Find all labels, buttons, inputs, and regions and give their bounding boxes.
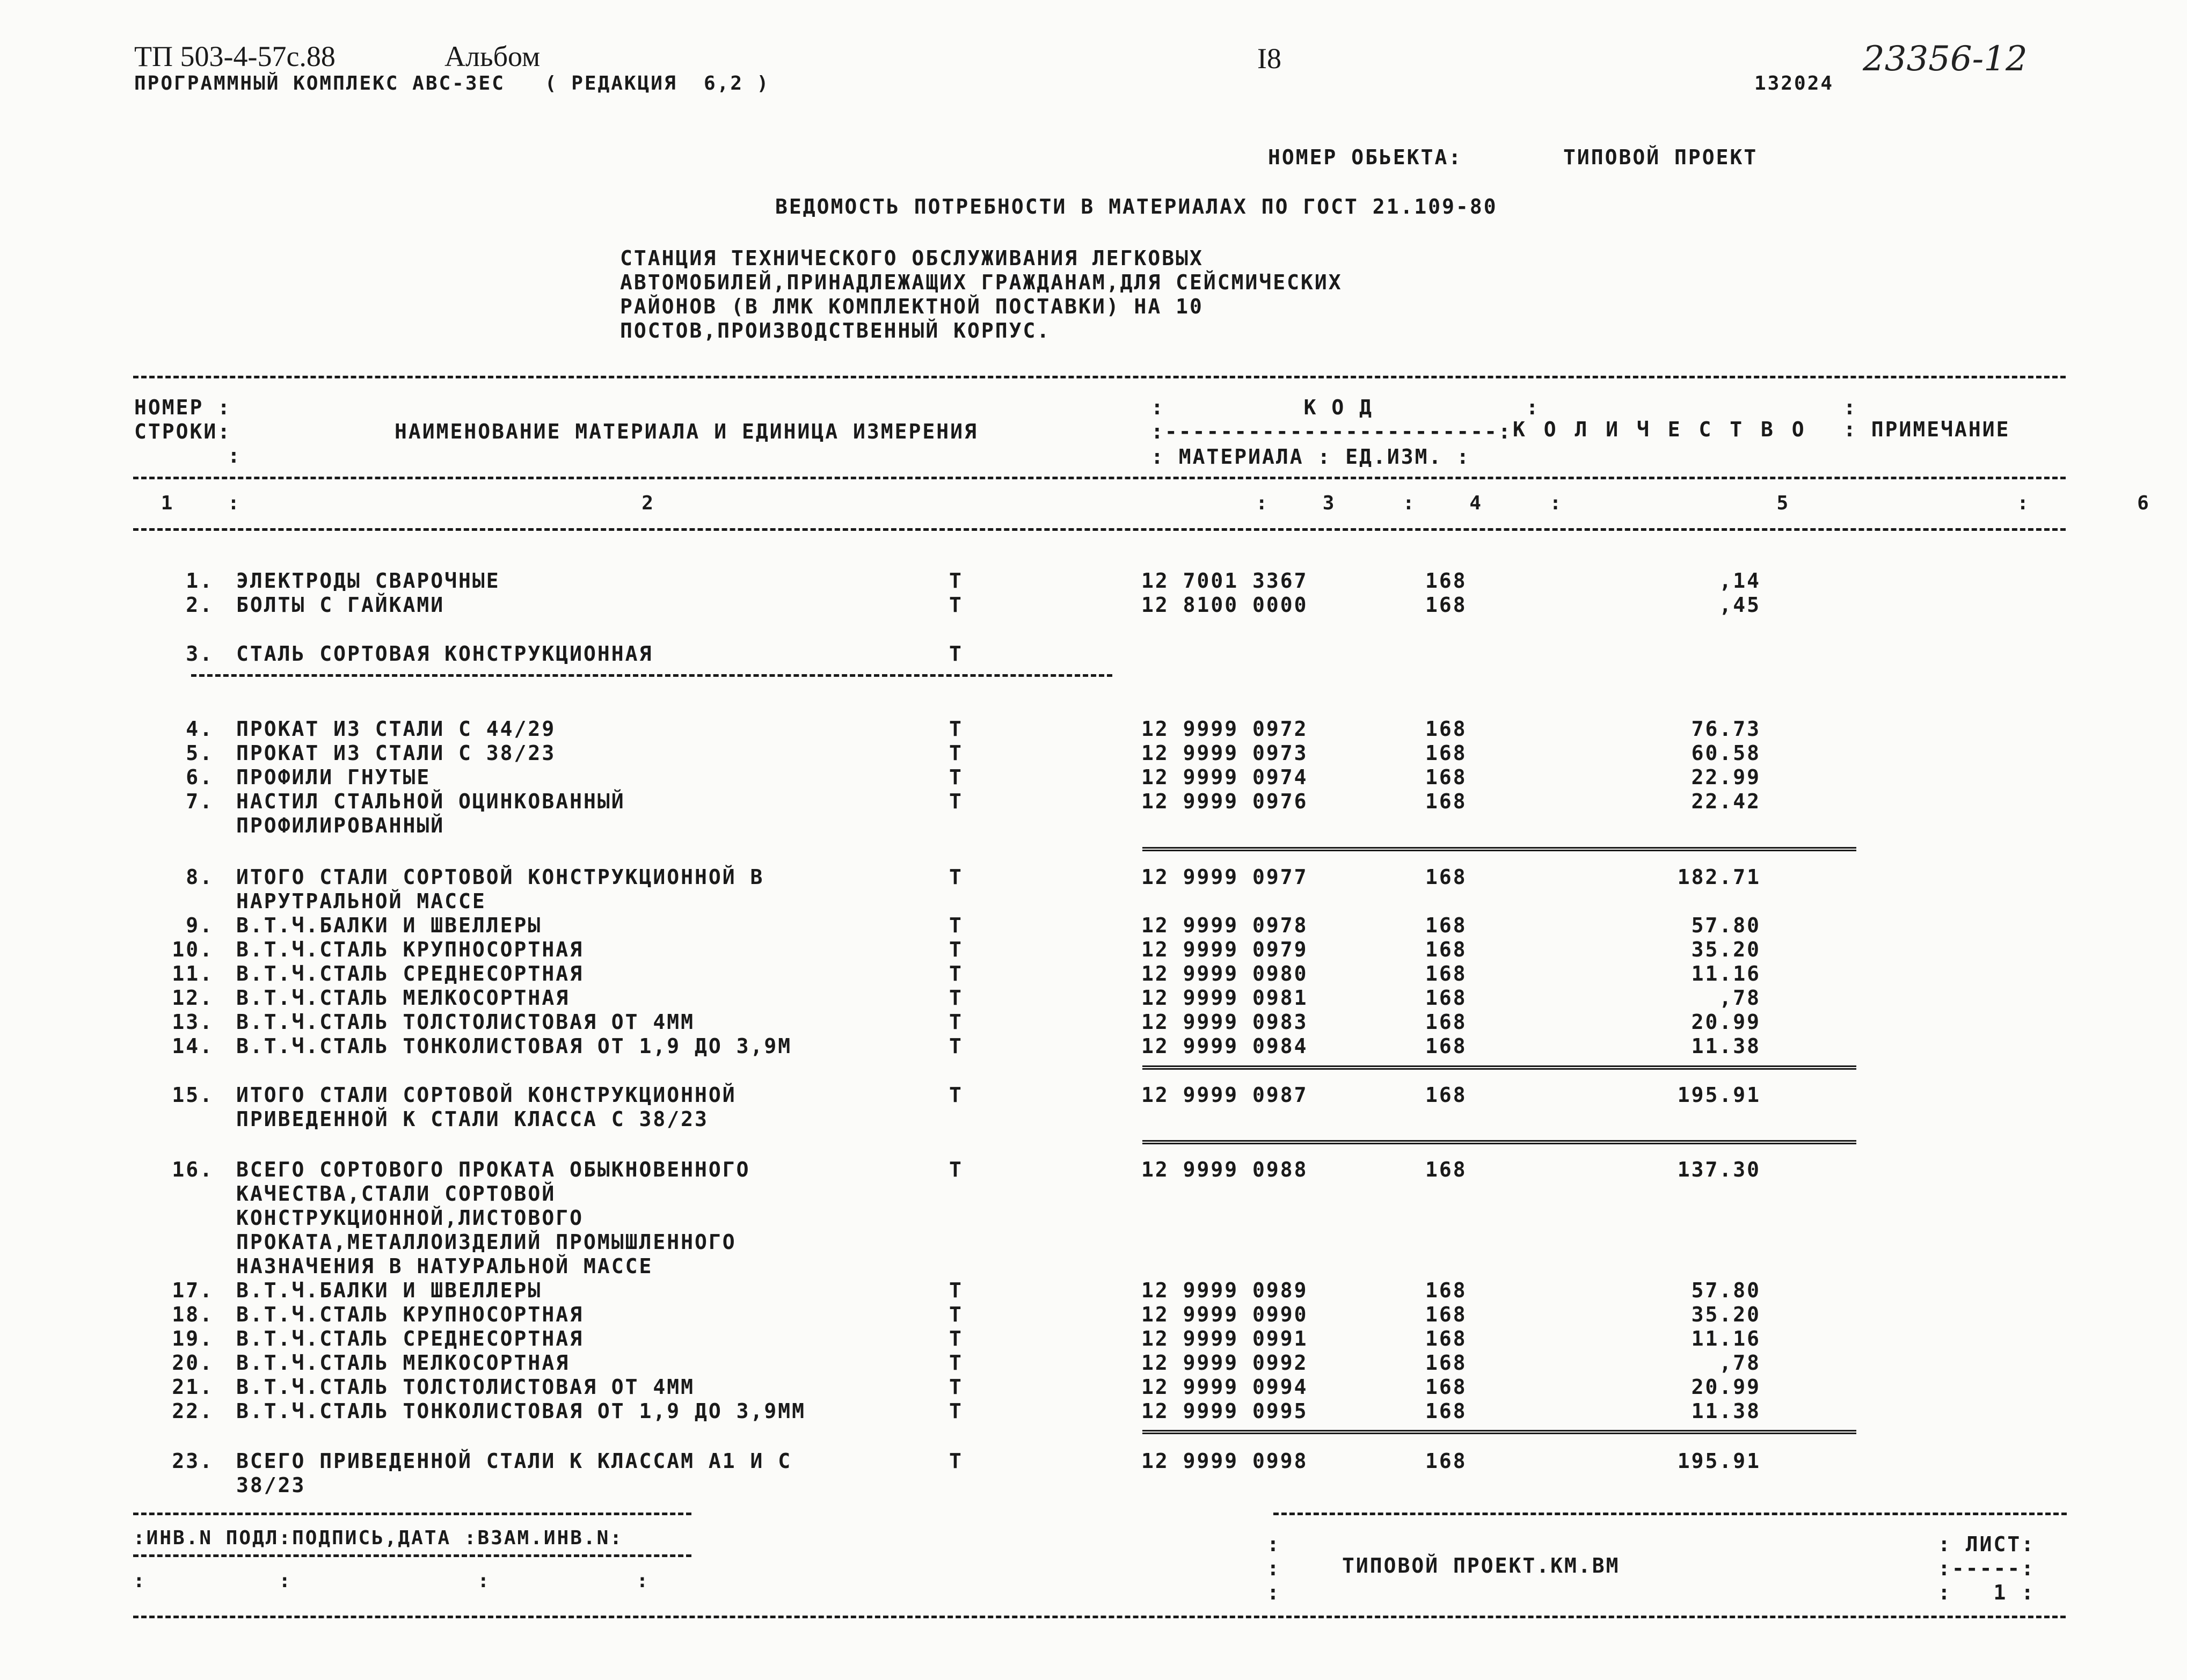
material-name: В.Т.Ч.СТАЛЬ МЕЛКОСОРТНАЯ bbox=[236, 986, 570, 1010]
material-name: В.Т.Ч.СТАЛЬ ТОНКОЛИСТОВАЯ ОТ 1,9 ДО 3,9ММ bbox=[236, 1399, 806, 1423]
unit-code: 168 bbox=[1425, 741, 1467, 765]
document-title: ВЕДОМОСТЬ ПОТРЕБНОСТИ В МАТЕРИАЛАХ ПО ГОСТ 21.109-80 bbox=[775, 195, 1498, 218]
material-name: В.Т.Ч.СТАЛЬ МЕЛКОСОРТНАЯ bbox=[236, 1351, 570, 1375]
row-number: 16. bbox=[172, 1158, 214, 1181]
row-number: 8. bbox=[186, 865, 214, 889]
material-name: ИТОГО СТАЛИ СОРТОВОЙ КОНСТРУКЦИОННОЙ В bbox=[236, 865, 764, 889]
total-rule bbox=[1142, 1065, 1856, 1070]
sheet-separator: :-----: bbox=[1938, 1557, 2036, 1580]
table-row bbox=[0, 1327, 2187, 1350]
quantity: 11.38 bbox=[1691, 1034, 1761, 1058]
material-name: В.Т.Ч.СТАЛЬ КРУПНОСОРТНАЯ bbox=[236, 1303, 584, 1326]
material-name: ПРОКАТ ИЗ СТАЛИ С 44/29 bbox=[236, 717, 556, 741]
row-number: 10. bbox=[172, 938, 214, 961]
row-number: 14. bbox=[172, 1034, 214, 1058]
row-number-header-1: НОМЕР : bbox=[134, 396, 232, 419]
material-name: В.Т.Ч.СТАЛЬ ТОНКОЛИСТОВАЯ ОТ 1,9 ДО 3,9М bbox=[236, 1034, 792, 1058]
material-code: 12 9999 0974 bbox=[1141, 765, 1308, 789]
table-row-continuation bbox=[0, 1107, 2187, 1131]
quantity: ,45 bbox=[1719, 593, 1761, 617]
quantity: ,78 bbox=[1719, 986, 1761, 1010]
table-row-continuation bbox=[0, 1182, 2187, 1206]
unit-code: 168 bbox=[1425, 593, 1467, 617]
material-code: 12 9999 0988 bbox=[1141, 1158, 1308, 1181]
quantity: 11.38 bbox=[1691, 1399, 1761, 1423]
unit-code: 168 bbox=[1425, 717, 1467, 741]
quantity: 35.20 bbox=[1691, 1303, 1761, 1326]
material-code: 12 9999 0978 bbox=[1141, 914, 1308, 937]
table-row-continuation bbox=[0, 1254, 2187, 1278]
material-name: В.Т.Ч.СТАЛЬ КРУПНОСОРТНАЯ bbox=[236, 938, 584, 961]
code-subheader: : МАТЕРИАЛА : ЕД.ИЗМ. : bbox=[1151, 445, 1471, 469]
row-number: 15. bbox=[172, 1083, 214, 1107]
table-row bbox=[0, 1083, 2187, 1107]
unit: Т bbox=[949, 986, 963, 1010]
quantity: 195.91 bbox=[1677, 1083, 1761, 1107]
quantity: ,78 bbox=[1719, 1351, 1761, 1375]
material-code: 12 9999 0991 bbox=[1141, 1327, 1308, 1350]
unit: Т bbox=[949, 717, 963, 741]
table-row bbox=[0, 1010, 2187, 1034]
unit-code: 168 bbox=[1425, 1449, 1467, 1473]
unit-code: 168 bbox=[1425, 1399, 1467, 1423]
unit: Т bbox=[949, 865, 963, 889]
row-number: 22. bbox=[172, 1399, 214, 1423]
row-number: 17. bbox=[172, 1279, 214, 1302]
object-value: ТИПОВОЙ ПРОЕКТ bbox=[1563, 145, 1758, 169]
material-name: БОЛТЫ С ГАЙКАМИ bbox=[236, 593, 445, 617]
unit: Т bbox=[949, 1327, 963, 1350]
table-row bbox=[0, 1375, 2187, 1399]
unit: Т bbox=[949, 642, 963, 666]
unit: Т bbox=[949, 1279, 963, 1302]
unit: Т bbox=[949, 1034, 963, 1058]
quantity: 11.16 bbox=[1691, 962, 1761, 985]
table-row bbox=[0, 717, 2187, 741]
material-name: ПРОФИЛИРОВАННЫЙ bbox=[236, 814, 445, 837]
material-name: ПРОФИЛИ ГНУТЫЕ bbox=[236, 765, 431, 789]
header-rule-2 bbox=[133, 528, 2066, 531]
table-row bbox=[0, 790, 2187, 813]
table-row-continuation bbox=[0, 1230, 2187, 1254]
program-line: ПРОГРАММНЫЙ КОМПЛЕКС АВС-3ЕС ( РЕДАКЦИЯ 6,2 ) bbox=[134, 72, 770, 94]
material-code: 12 9999 0981 bbox=[1141, 986, 1308, 1010]
material-name: КАЧЕСТВА,СТАЛИ СОРТОВОЙ bbox=[236, 1182, 556, 1206]
stamp-right-top-rule bbox=[1273, 1513, 2067, 1515]
table-row bbox=[0, 914, 2187, 937]
unit-code: 168 bbox=[1425, 1010, 1467, 1034]
unit: Т bbox=[949, 1449, 963, 1473]
stamp-mid-rule bbox=[133, 1554, 691, 1557]
material-code: 12 9999 0973 bbox=[1141, 741, 1308, 765]
row-number: 3. bbox=[186, 642, 214, 666]
unit-code: 168 bbox=[1425, 1375, 1467, 1399]
quantity: ,14 bbox=[1719, 569, 1761, 593]
table-row bbox=[0, 1034, 2187, 1058]
table-row bbox=[0, 1303, 2187, 1326]
stamp-left-top-rule bbox=[133, 1513, 691, 1515]
table-row bbox=[0, 1351, 2187, 1375]
unit-code: 168 bbox=[1425, 765, 1467, 789]
unit-code: 168 bbox=[1425, 938, 1467, 961]
unit: Т bbox=[949, 569, 963, 593]
row-number: 23. bbox=[172, 1449, 214, 1473]
material-name: В.Т.Ч.СТАЛЬ СРЕДНЕСОРТНАЯ bbox=[236, 962, 584, 985]
row-number: 21. bbox=[172, 1375, 214, 1399]
unit: Т bbox=[949, 1010, 963, 1034]
table-row bbox=[0, 1158, 2187, 1181]
material-name: ЭЛЕКТРОДЫ СВАРОЧНЫЕ bbox=[236, 569, 500, 593]
material-name: В.Т.Ч.СТАЛЬ ТОЛСТОЛИСТОВАЯ ОТ 4ММ bbox=[236, 1010, 695, 1034]
stamp-colon-2: : bbox=[1267, 1557, 1281, 1580]
material-code: 12 7001 3367 bbox=[1141, 569, 1308, 593]
quantity: 60.58 bbox=[1691, 741, 1761, 765]
table-row bbox=[0, 865, 2187, 889]
doc-code: ТП 503-4-57с.88 bbox=[134, 40, 336, 72]
note-header-colon: : bbox=[1843, 396, 1857, 419]
quantity: 57.80 bbox=[1691, 914, 1761, 937]
material-name: ИТОГО СТАЛИ СОРТОВОЙ КОНСТРУКЦИОННОЙ bbox=[236, 1083, 737, 1107]
quantity-column-header: К О Л И Ч Е С Т В О bbox=[1513, 418, 1807, 441]
row-number: 1. bbox=[186, 569, 214, 593]
table-row bbox=[0, 569, 2187, 593]
stamp-colon-1: : bbox=[1267, 1532, 1281, 1556]
table-row bbox=[0, 1399, 2187, 1423]
table-top-rule bbox=[133, 376, 2066, 378]
quantity: 35.20 bbox=[1691, 938, 1761, 961]
page-number: I8 bbox=[1257, 42, 1281, 75]
quantity: 137.30 bbox=[1677, 1158, 1761, 1181]
name-column-header: НАИМЕНОВАНИЕ МАТЕРИАЛА И ЕДИНИЦА ИЗМЕРЕНИЯ bbox=[395, 420, 978, 443]
material-name: ПРОКАТА,МЕТАЛЛОИЗДЕЛИЙ ПРОМЫШЛЕННОГО bbox=[236, 1230, 737, 1254]
material-name: В.Т.Ч.СТАЛЬ СРЕДНЕСОРТНАЯ bbox=[236, 1327, 584, 1350]
material-code: 12 9999 0995 bbox=[1141, 1399, 1308, 1423]
page-bottom-rule bbox=[133, 1616, 2066, 1618]
quantity: 20.99 bbox=[1691, 1375, 1761, 1399]
material-name: ВСЕГО ПРИВЕДЕННОЙ СТАЛИ К КЛАССАМ А1 И С bbox=[236, 1449, 792, 1473]
material-name: НАСТИЛ СТАЛЬНОЙ ОЦИНКОВАННЫЙ bbox=[236, 790, 625, 813]
unit: Т bbox=[949, 1083, 963, 1107]
unit-code: 168 bbox=[1425, 865, 1467, 889]
unit: Т bbox=[949, 1303, 963, 1326]
material-name: НАЗНАЧЕНИЯ В НАТУРАЛЬНОЙ МАССЕ bbox=[236, 1254, 653, 1278]
unit: Т bbox=[949, 593, 963, 617]
unit: Т bbox=[949, 962, 963, 985]
material-name: СТАЛЬ СОРТОВАЯ КОНСТРУКЦИОННАЯ bbox=[236, 642, 653, 666]
unit-code: 168 bbox=[1425, 914, 1467, 937]
table-row bbox=[0, 765, 2187, 789]
row-number: 13. bbox=[172, 1010, 214, 1034]
material-code: 12 9999 0976 bbox=[1141, 790, 1308, 813]
material-name: В.Т.Ч.БАЛКИ И ШВЕЛЛЕРЫ bbox=[236, 1279, 542, 1302]
job-number: 132024 bbox=[1754, 72, 1834, 94]
row-number: 2. bbox=[186, 593, 214, 617]
row-number: 4. bbox=[186, 717, 214, 741]
unit-code: 168 bbox=[1425, 986, 1467, 1010]
code-header: : К О Д : bbox=[1151, 396, 1540, 419]
table-row-continuation bbox=[0, 814, 2187, 837]
quantity: 20.99 bbox=[1691, 1010, 1761, 1034]
unit: Т bbox=[949, 790, 963, 813]
row-number: 18. bbox=[172, 1303, 214, 1326]
row-number-header-3: : bbox=[228, 444, 242, 468]
material-name: В.Т.Ч.БАЛКИ И ШВЕЛЛЕРЫ bbox=[236, 914, 542, 937]
stamp-header: :ИНВ.N ПОДЛ:ПОДПИСЬ,ДАТА :ВЗАМ.ИНВ.N: bbox=[133, 1527, 623, 1549]
table-row-continuation bbox=[0, 1473, 2187, 1497]
unit-code: 168 bbox=[1425, 1158, 1467, 1181]
quantity: 195.91 bbox=[1677, 1449, 1761, 1473]
table-row bbox=[0, 938, 2187, 961]
material-name: В.Т.Ч.СТАЛЬ ТОЛСТОЛИСТОВАЯ ОТ 4ММ bbox=[236, 1375, 695, 1399]
section-rule bbox=[191, 674, 1112, 677]
note-column-header: : ПРИМЕЧАНИЕ bbox=[1843, 418, 2010, 441]
material-name: 38/23 bbox=[236, 1473, 306, 1497]
unit: Т bbox=[949, 1351, 963, 1375]
unit-code: 168 bbox=[1425, 962, 1467, 985]
material-code: 12 9999 0979 bbox=[1141, 938, 1308, 961]
quantity: 57.80 bbox=[1691, 1279, 1761, 1302]
material-code: 12 9999 0980 bbox=[1141, 962, 1308, 985]
unit: Т bbox=[949, 1158, 963, 1181]
column-numbers-row: 1 : 2 : 3 : 4 : 5 : 6 bbox=[134, 492, 2150, 514]
subtitle-line-1: СТАНЦИЯ ТЕХНИЧЕСКОГО ОБСЛУЖИВАНИЯ ЛЕГКОВЫХ bbox=[620, 246, 1204, 270]
project-title: ТИПОВОЙ ПРОЕКТ.КМ.ВМ bbox=[1342, 1554, 1620, 1577]
sheet-number: : 1 : bbox=[1938, 1581, 2036, 1604]
table-row bbox=[0, 1449, 2187, 1473]
header-rule-1 bbox=[133, 477, 2066, 479]
table-row-continuation bbox=[0, 889, 2187, 913]
material-code: 12 9999 0972 bbox=[1141, 717, 1308, 741]
stamp-colon-3: : bbox=[1267, 1581, 1281, 1604]
unit: Т bbox=[949, 1399, 963, 1423]
unit-code: 168 bbox=[1425, 1083, 1467, 1107]
unit: Т bbox=[949, 1375, 963, 1399]
unit-code: 168 bbox=[1425, 1279, 1467, 1302]
material-code: 12 9999 0987 bbox=[1141, 1083, 1308, 1107]
row-number: 11. bbox=[172, 962, 214, 985]
subtitle-line-4: ПОСТОВ,ПРОИЗВОДСТВЕННЫЙ КОРПУС. bbox=[620, 319, 1051, 342]
row-number: 7. bbox=[186, 790, 214, 813]
subtitle-line-2: АВТОМОБИЛЕЙ,ПРИНАДЛЕЖАЩИХ ГРАЖДАНАМ,ДЛЯ СЕЙСМИЧЕСКИХ bbox=[620, 271, 1343, 294]
material-code: 12 9999 0984 bbox=[1141, 1034, 1308, 1058]
unit: Т bbox=[949, 938, 963, 961]
sheet-label: : ЛИСТ: bbox=[1938, 1532, 2036, 1556]
quantity: 22.99 bbox=[1691, 765, 1761, 789]
table-row-continuation bbox=[0, 1206, 2187, 1230]
table-row bbox=[0, 986, 2187, 1010]
subtitle-line-3: РАЙОНОВ (В ЛМК КОМПЛЕКТНОЙ ПОСТАВКИ) НА 10 bbox=[620, 295, 1204, 318]
stamp-cells: : : : : bbox=[133, 1570, 650, 1592]
code-header-separator: :------------------------: bbox=[1151, 420, 1512, 443]
unit: Т bbox=[949, 765, 963, 789]
row-number: 5. bbox=[186, 741, 214, 765]
material-name: ВСЕГО СОРТОВОГО ПРОКАТА ОБЫКНОВЕННОГО bbox=[236, 1158, 750, 1181]
table-row bbox=[0, 741, 2187, 765]
quantity: 22.42 bbox=[1691, 790, 1761, 813]
total-rule bbox=[1142, 1140, 1856, 1144]
unit-code: 168 bbox=[1425, 1034, 1467, 1058]
row-number: 6. bbox=[186, 765, 214, 789]
table-row bbox=[0, 1279, 2187, 1302]
row-number: 20. bbox=[172, 1351, 214, 1375]
table-row bbox=[0, 593, 2187, 617]
row-number-header-2: СТРОКИ: bbox=[134, 420, 232, 443]
material-name: КОНСТРУКЦИОННОЙ,ЛИСТОВОГО bbox=[236, 1206, 584, 1230]
handwritten-number: 23356-12 bbox=[1863, 39, 2028, 79]
table-row bbox=[0, 962, 2187, 985]
unit-code: 168 bbox=[1425, 790, 1467, 813]
total-rule bbox=[1142, 1430, 1856, 1434]
quantity: 76.73 bbox=[1691, 717, 1761, 741]
row-number: 12. bbox=[172, 986, 214, 1010]
unit-code: 168 bbox=[1425, 1327, 1467, 1350]
object-label: НОМЕР ОБЬЕКТА: bbox=[1268, 145, 1463, 169]
material-code: 12 9999 0977 bbox=[1141, 865, 1308, 889]
unit: Т bbox=[949, 914, 963, 937]
row-number: 9. bbox=[186, 914, 214, 937]
material-code: 12 9999 0989 bbox=[1141, 1279, 1308, 1302]
unit: Т bbox=[949, 741, 963, 765]
material-code: 12 9999 0992 bbox=[1141, 1351, 1308, 1375]
total-rule bbox=[1142, 847, 1856, 851]
material-name: НАРУТРАЛЬНОЙ МАССЕ bbox=[236, 889, 486, 913]
row-number: 19. bbox=[172, 1327, 214, 1350]
table-row bbox=[0, 642, 2187, 666]
quantity: 182.71 bbox=[1677, 865, 1761, 889]
material-code: 12 9999 0983 bbox=[1141, 1010, 1308, 1034]
quantity: 11.16 bbox=[1691, 1327, 1761, 1350]
material-code: 12 9999 0990 bbox=[1141, 1303, 1308, 1326]
album-label: Альбом bbox=[444, 40, 541, 72]
material-name: ПРОКАТ ИЗ СТАЛИ С 38/23 bbox=[236, 741, 556, 765]
material-code: 12 9999 0994 bbox=[1141, 1375, 1308, 1399]
material-name: ПРИВЕДЕННОЙ К СТАЛИ КЛАССА С 38/23 bbox=[236, 1107, 709, 1131]
material-code: 12 8100 0000 bbox=[1141, 593, 1308, 617]
material-code: 12 9999 0998 bbox=[1141, 1449, 1308, 1473]
unit-code: 168 bbox=[1425, 1351, 1467, 1375]
unit-code: 168 bbox=[1425, 569, 1467, 593]
unit-code: 168 bbox=[1425, 1303, 1467, 1326]
